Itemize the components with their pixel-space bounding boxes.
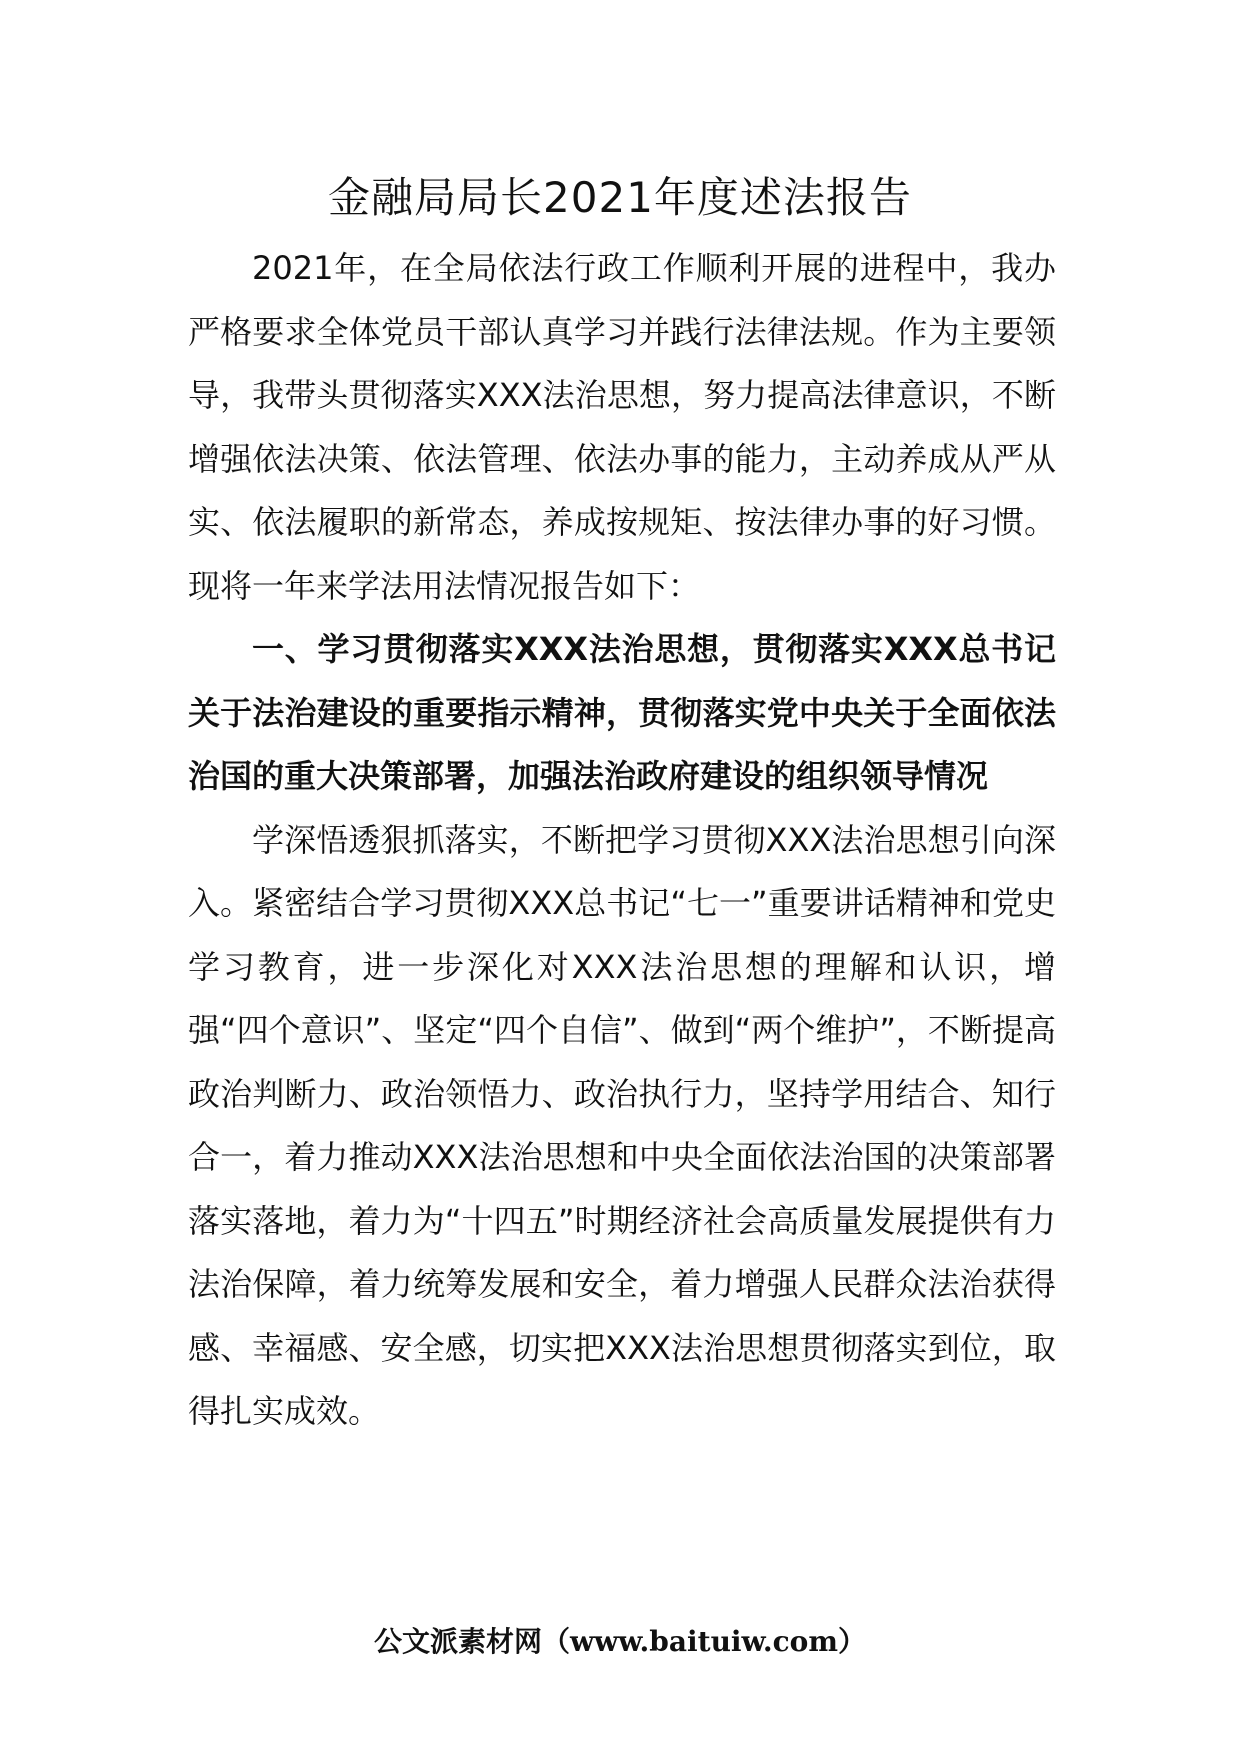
source-watermark: 公文派素材网（www.baituiw.com）: [374, 1625, 866, 1658]
section-heading: 一、学习贯彻落实XXX法治思想，贯彻落实XXX总书记关于法治建设的重要指示精神，贯彻落实党中央关于全面依法治国的重大决策部署，加强法治政府建设的组织领导情况: [188, 630, 1056, 795]
section-paragraph: 学深悟透狠抓落实，不断把学习贯彻XXX法治思想引向深入。紧密结合学习贯彻XXX总书记“七一”重要讲话精神和党史学习教育，进一步深化对XXX法治思想的理解和认识，增强“四个意识”、坚定“四个自信”、做到“两个维护”，不断提高政治判断力、政治领悟力、政治执行力，坚持学用结合、知行合一，着力推动XXX法治思想和中央全面依法治国的决策部署落实落地，着力为“十四五”时期经济社会高质量发展提供有力法治保障，着力统筹发展和安全，着力增强人民群众法治获得感、幸福感、安全感，切实把XXX法治思想贯彻落实到位，取得扎实成效。: [188, 820, 1056, 1430]
intro-paragraph: 2021年，在全局依法行政工作顺利开展的进程中，我办严格要求全体党员干部认真学习并践行法律法规。作为主要领导，我带头贯彻落实XXX法治思想，努力提高法律意识，不断增强依法决策、依法管理、依法办事的能力，主动养成从严从实、依法履职的新常态，养成按规矩、按法律办事的好习惯。现将一年来学法用法情况报告如下：: [188, 249, 1056, 605]
document-title: 金融局局长2021年度述法报告: [328, 173, 912, 222]
document-body: [188, 237, 1056, 1444]
